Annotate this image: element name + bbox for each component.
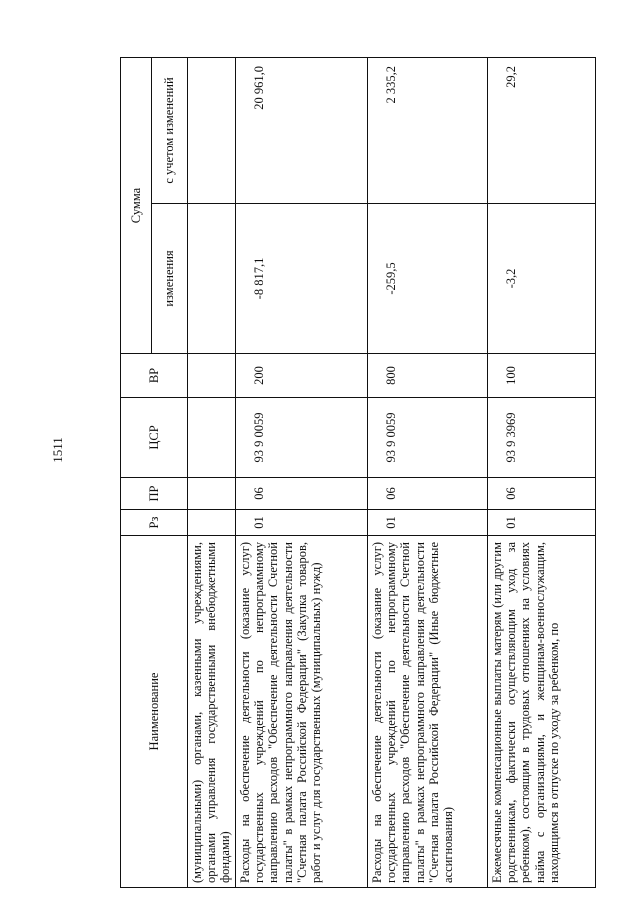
- row-vr: [188, 354, 236, 398]
- header-row-top: [121, 58, 152, 888]
- row-name: Ежемесячные компенсационные выплаты матерям (или другим родственникам, фактически осуществляющим уход за ребенком), состоящим в трудовых отношениях на условиях найма с организациями, и женщинам-военнослужащим, находящимся в отпуске по уходу за ребенком, по: [488, 536, 596, 888]
- row-pr: [188, 478, 236, 510]
- row-vr: 200: [236, 354, 368, 398]
- budget-table-sheet: [120, 58, 600, 888]
- row-pr: 06: [488, 478, 596, 510]
- budget-table: [120, 57, 596, 888]
- table-row: [236, 58, 368, 888]
- header-rz: Рз: [121, 510, 188, 536]
- header-change: изменения: [152, 204, 188, 354]
- row-change: -259,5: [368, 204, 488, 354]
- row-csr: 93 9 0059: [368, 398, 488, 478]
- header-with-change: с учетом изменений: [152, 58, 188, 204]
- row-vr: 100: [488, 354, 596, 398]
- header-name: Наименование: [121, 536, 188, 888]
- row-vr: 800: [368, 354, 488, 398]
- table-row: [488, 58, 596, 888]
- table-row: [188, 58, 236, 888]
- row-change: -3,2: [488, 204, 596, 354]
- row-rz: [188, 510, 236, 536]
- row-name: Расходы на обеспечение деятельности (оказание услуг) государственных учреждений по непрограммному направлению расходов "Обеспечение деятельности Счетной палаты" в рамках непрограммного направления деятельности "Счетная палата Российской Федерации" (Иные бюджетные ассигнования): [368, 536, 488, 888]
- row-rz: 01: [236, 510, 368, 536]
- row-pr: 06: [236, 478, 368, 510]
- row-change: [188, 204, 236, 354]
- row-total: 2 335,2: [368, 58, 488, 204]
- row-total: 20 961,0: [236, 58, 368, 204]
- row-name: Расходы на обеспечение деятельности (оказание услуг) государственных учреждений по непрограммному направлению расходов "Обеспечение деятельности Счетной палаты" в рамках непрограммного направления деятельности "Счетная палата Российской Федерации" (Закупка товаров, работ и услуг для государственных (муниципальных) нужд): [236, 536, 368, 888]
- row-rz: 01: [488, 510, 596, 536]
- table-row: [368, 58, 488, 888]
- row-total: 29,2: [488, 58, 596, 204]
- header-vr: ВР: [121, 354, 188, 398]
- row-csr: 93 9 3969: [488, 398, 596, 478]
- row-csr: 93 9 0059: [236, 398, 368, 478]
- header-pr: ПР: [121, 478, 188, 510]
- header-sum: Сумма: [121, 58, 152, 354]
- row-csr: [188, 398, 236, 478]
- row-total: [188, 58, 236, 204]
- row-rz: 01: [368, 510, 488, 536]
- row-name: (муниципальными) органами, казенными учреждениями, органами управления государственными внебюджетными фондами): [188, 536, 236, 888]
- header-csr: ЦСР: [121, 398, 188, 478]
- row-change: -8 817,1: [236, 204, 368, 354]
- page-number: 1511: [50, 437, 65, 463]
- row-pr: 06: [368, 478, 488, 510]
